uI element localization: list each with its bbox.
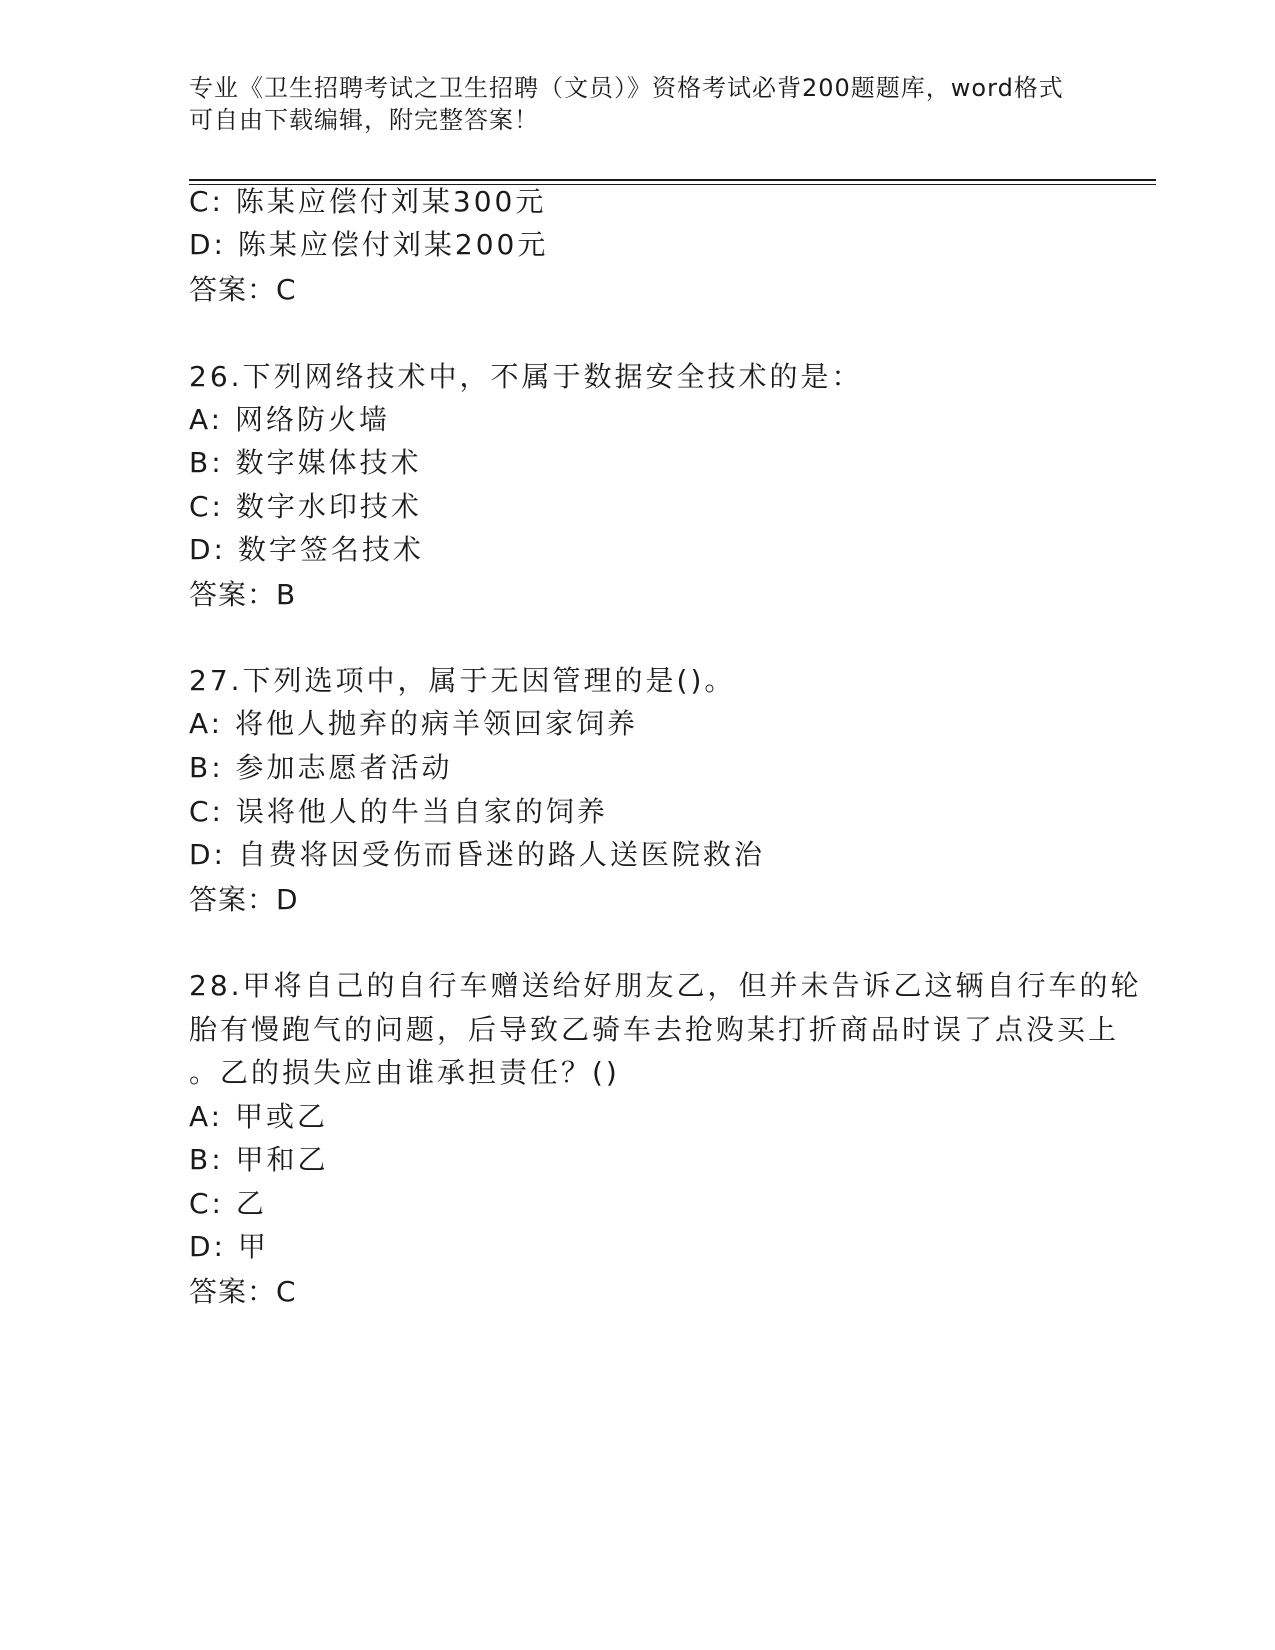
q28-stem-line-2: 胎有慢跑气的问题，后导致乙骑车去抢购某打折商品时误了点没买上 bbox=[189, 1013, 1120, 1046]
q28-option-c: C: 乙 bbox=[189, 1187, 267, 1220]
q27-option-c: C: 误将他人的牛当自家的饲养 bbox=[189, 795, 608, 828]
q27-option-a: A: 将他人抛弃的病羊领回家饲养 bbox=[189, 707, 638, 740]
q28-option-b: B: 甲和乙 bbox=[189, 1143, 329, 1176]
q26-option-b: B: 数字媒体技术 bbox=[189, 446, 422, 479]
q27-answer: 答案：D bbox=[189, 883, 299, 916]
q26-stem: 26.下列网络技术中，不属于数据安全技术的是： bbox=[189, 360, 863, 393]
q26-answer: 答案：B bbox=[189, 578, 297, 611]
q25-option-c: C: 陈某应偿付刘某300元 bbox=[189, 185, 547, 218]
document-header bbox=[189, 72, 1089, 136]
q27-option-b: B: 参加志愿者活动 bbox=[189, 751, 453, 784]
q28-answer: 答案：C bbox=[189, 1275, 297, 1308]
q28-option-d: D: 甲 bbox=[189, 1230, 269, 1263]
header-divider-thick bbox=[189, 179, 1156, 181]
q26-option-a: A: 网络防火墙 bbox=[189, 403, 390, 436]
q27-stem: 27.下列选项中，属于无因管理的是()。 bbox=[189, 664, 736, 697]
q28-option-a: A: 甲或乙 bbox=[189, 1100, 328, 1133]
header-title-line-2: 可自由下载编辑，附完整答案！ bbox=[189, 106, 539, 134]
q27-option-d: D: 自费将因受伤而昏迷的路人送医院救治 bbox=[189, 838, 765, 871]
q25-answer: 答案：C bbox=[189, 273, 297, 306]
q26-option-d: D: 数字签名技术 bbox=[189, 533, 424, 566]
q28-stem-line-3: 。乙的损失应由谁承担责任？() bbox=[189, 1056, 620, 1089]
q25-option-d: D: 陈某应偿付刘某200元 bbox=[189, 228, 549, 261]
header-title-line-1: 专业《卫生招聘考试之卫生招聘（文员）》资格考试必背200题题库，word格式 bbox=[189, 74, 1064, 102]
q28-stem-line-1: 28.甲将自己的自行车赠送给好朋友乙，但并未告诉乙这辆自行车的轮 bbox=[189, 969, 1142, 1002]
q26-option-c: C: 数字水印技术 bbox=[189, 490, 422, 523]
